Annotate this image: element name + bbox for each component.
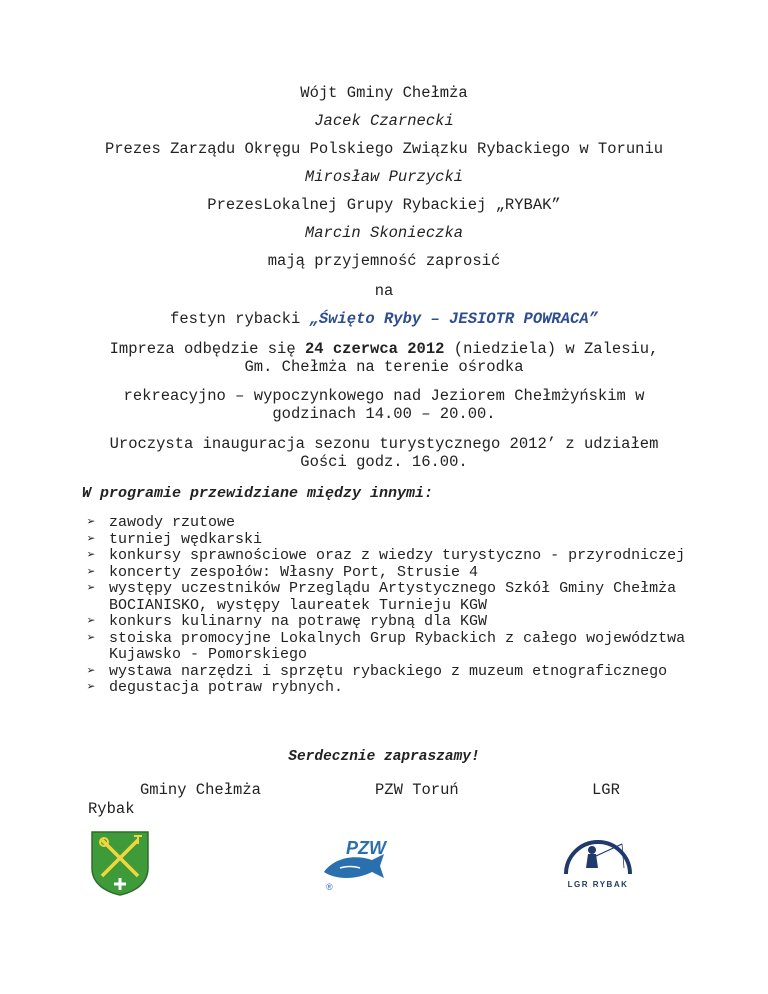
details-text: (niedziela) w Zalesiu, bbox=[444, 340, 659, 358]
arrow-bullet-icon: ➢ bbox=[87, 531, 96, 548]
pzw-logo-text: PZW bbox=[346, 838, 386, 858]
header-name-1: Jacek Czarnecki bbox=[314, 112, 454, 130]
list-item bbox=[87, 565, 687, 582]
closing-line: Serdecznie zapraszamy! bbox=[288, 749, 480, 765]
details-line-4: godzinach 14.00 – 20.00. bbox=[272, 405, 496, 423]
details-line-6: Gości godz. 16.00. bbox=[300, 453, 468, 471]
details-line-2: Gm. Chełmża na terenie ośrodka bbox=[244, 358, 524, 376]
details-line-3: rekreacyjno – wypoczynkowego nad Jeziorem Chełmżyńskim w bbox=[123, 387, 645, 405]
list-item-text: degustacja potraw rybnych. bbox=[109, 679, 344, 696]
details-text: Impreza odbędzie się bbox=[109, 340, 305, 358]
arrow-bullet-icon: ➢ bbox=[87, 614, 96, 630]
arrow-bullet-icon: ➢ bbox=[87, 680, 96, 696]
event-line bbox=[0, 310, 768, 328]
details-line-5: Uroczysta inauguracja sezonu turystycznego 2012’ z udziałem bbox=[109, 435, 659, 453]
registered-mark-icon: ® bbox=[326, 882, 333, 892]
lgr-rybak-logo bbox=[552, 838, 644, 890]
invite-phrase: mają przyjemność zaprosić bbox=[267, 252, 501, 270]
arrow-bullet-icon: ➢ bbox=[87, 515, 96, 531]
list-item-text: turniej wędkarski bbox=[109, 530, 263, 548]
header-name-2: Mirosław Purzycki bbox=[304, 168, 464, 186]
signature-rybak: Rybak bbox=[88, 800, 135, 818]
gmina-coat-of-arms-logo bbox=[90, 830, 150, 896]
list-item-text: koncerty zespołów: Własny Port, Strusie 4 bbox=[109, 563, 479, 581]
header-line-2: Prezes Zarządu Okręgu Polskiego Związku Rybackiego w Toruniu bbox=[104, 140, 664, 158]
signature-pzw: PZW Toruń bbox=[375, 781, 459, 799]
pzw-logo bbox=[320, 832, 388, 894]
lgr-logo-text: LGR RYBAK bbox=[567, 880, 629, 889]
list-item-text: wystawa narzędzi i sprzętu rybackiego z muzeum etnograficznego bbox=[109, 662, 668, 680]
program-title: W programie przewidziane między innymi: bbox=[82, 485, 434, 502]
event-prefix: festyn rybacki bbox=[170, 310, 310, 328]
arrow-bullet-icon: ➢ bbox=[87, 564, 96, 581]
program-list bbox=[87, 515, 687, 697]
list-item bbox=[87, 614, 687, 631]
list-item-text: stoiska promocyjne Lokalnych Grup Rybackich z całego województwa Kujawsko - Pomorskiego bbox=[109, 629, 686, 663]
list-item-text: zawody rzutowe bbox=[109, 514, 236, 531]
list-item bbox=[87, 631, 687, 664]
list-item bbox=[87, 664, 687, 681]
event-date: 24 czerwca 2012 bbox=[304, 340, 445, 358]
list-item bbox=[87, 548, 687, 565]
signature-gmina: Gminy Chełmża bbox=[140, 781, 261, 799]
header-line-1: Wójt Gminy Chełmża bbox=[300, 84, 468, 102]
list-item bbox=[87, 515, 687, 532]
arrow-bullet-icon: ➢ bbox=[87, 663, 96, 680]
list-item bbox=[87, 680, 687, 697]
list-item-text: konkursy sprawnościowe oraz z wiedzy turystyczno - przyrodniczej bbox=[109, 547, 686, 564]
event-name: „Święto Ryby – JESIOTR POWRACA” bbox=[309, 310, 598, 328]
list-item-text: konkurs kulinarny na potrawę rybną dla KGW bbox=[109, 613, 488, 630]
invite-na: na bbox=[374, 282, 394, 300]
header-line-3: PrezesLokalnej Grupy Rybackiej „RYBAK” bbox=[207, 196, 561, 214]
arrow-bullet-icon: ➢ bbox=[87, 548, 96, 564]
list-item bbox=[87, 532, 687, 549]
header-name-3: Marcin Skonieczka bbox=[304, 224, 464, 242]
signature-lgr: LGR bbox=[592, 781, 620, 799]
arrow-bullet-icon: ➢ bbox=[87, 581, 96, 597]
details-line-1 bbox=[0, 340, 768, 358]
arrow-bullet-icon: ➢ bbox=[87, 630, 96, 647]
list-item bbox=[87, 581, 687, 614]
list-item-text: występy uczestników Przeglądu Artystycznego Szkół Gminy Chełmża BOCIANISKO, występy laureatek Turnieju KGW bbox=[109, 580, 677, 614]
